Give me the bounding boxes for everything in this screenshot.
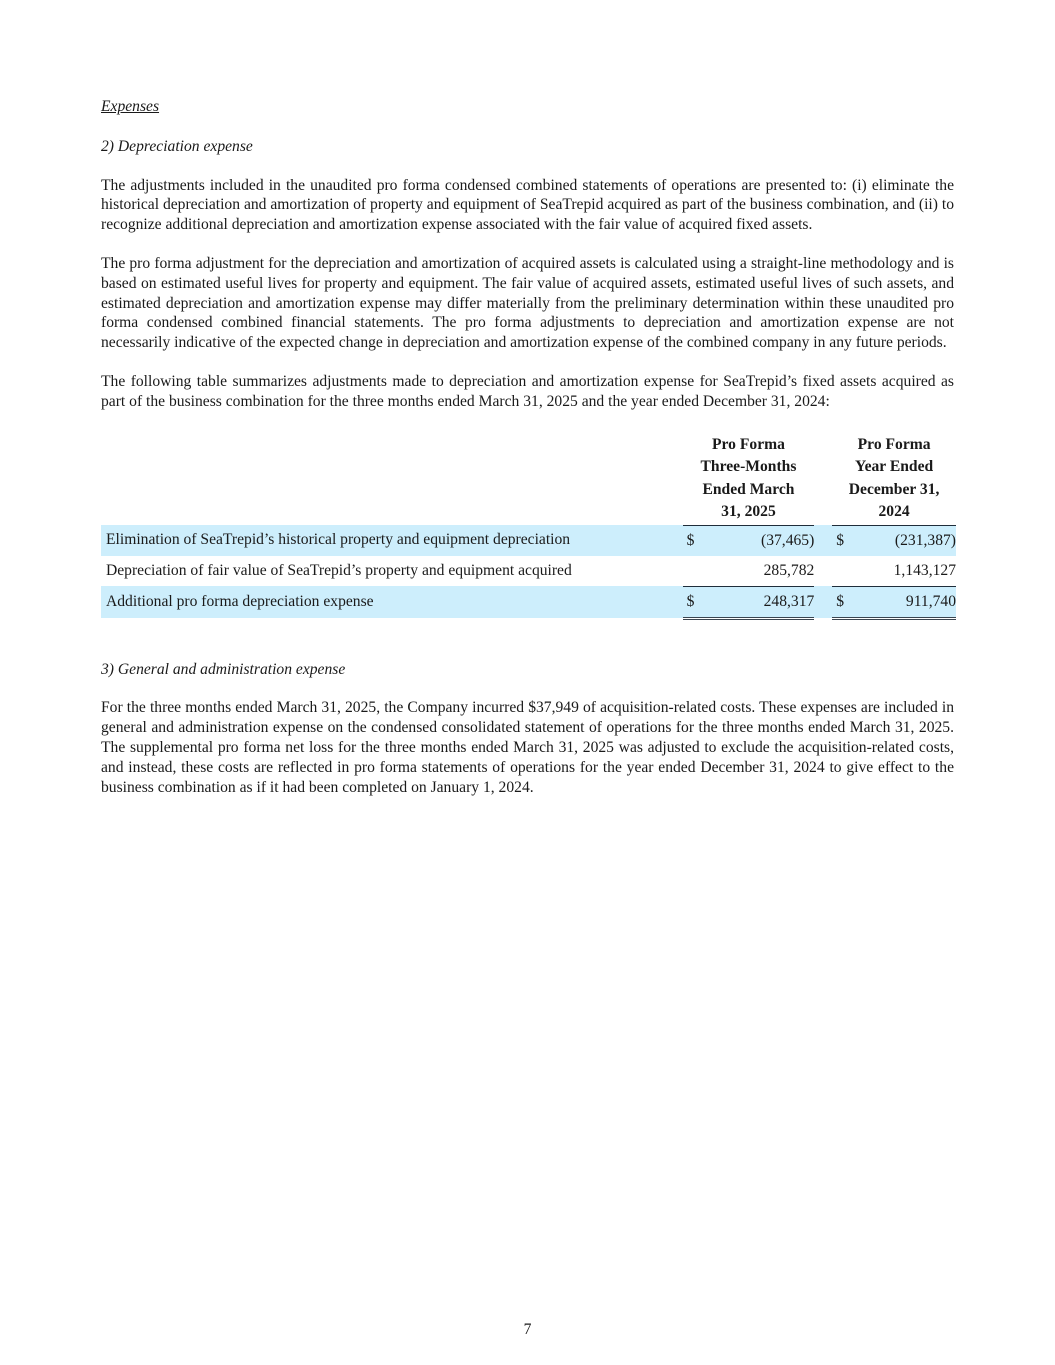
table-header-row: [101, 434, 956, 526]
section-title-expenses: Expenses: [101, 98, 160, 115]
currency-symbol: $: [683, 586, 707, 618]
general-admin-heading: 3) General and administration expense: [101, 660, 346, 678]
header-line: 31, 2025: [721, 503, 776, 521]
depreciation-adjustments-table: [101, 434, 956, 620]
value-three-months: (37,465): [707, 525, 815, 556]
general-admin-paragraph: For the three months ended March 31, 2025, the Company incurred $37,949 of acquisition-related costs. These expenses are included in general and administration expense on the condensed consolidated statement of operations for the three months ended March 31, 2025. The supplemental pro forma net loss for the three months ended March 31, 2025 was adjusted to exclude the acquisition-related costs, and instead, these costs are reflected in pro forma statements of operations for the year ended December 31, 2024 to give effect to the business combination as if it had been completed on January 1, 2024.: [101, 699, 954, 796]
table-row-elimination: [101, 525, 956, 556]
header-label-blank: [101, 434, 683, 526]
row-label: Depreciation of fair value of SeaTrepid’s property and equipment acquired: [106, 561, 572, 579]
value-year-ended: 1,143,127: [893, 561, 956, 579]
column-header-three-months: [683, 434, 815, 526]
header-line: Year Ended: [855, 458, 934, 476]
header-line: Three-Months: [700, 458, 797, 476]
column-gap: [814, 556, 832, 587]
total-three-months: 248,317: [707, 586, 815, 618]
header-line: 2024: [878, 503, 910, 521]
header-line: Pro Forma: [712, 435, 785, 453]
header-gap: [814, 434, 832, 526]
total-year-ended: 911,740: [856, 586, 956, 618]
value-year-ended: (231,387): [856, 525, 956, 556]
table-row-total: [101, 586, 956, 618]
depreciation-heading: 2) Depreciation expense: [101, 137, 253, 155]
column-gap: [814, 525, 832, 556]
depreciation-paragraph-2: The pro forma adjustment for the depreciation and amortization of acquired assets is calculated using a straight-line methodology and is based on estimated useful lives for property and equipment. The fair value of acquired assets, estimated useful lives of such assets, and estimated depreciation and amortization expense may differ materially from the preliminary determination within these unaudited pro forma condensed combined financial statements. The pro forma adjustments to depreciation and amortization expense are not necessarily indicative of the expected change in depreciation and amortization expense of the combined company in any future periods.: [101, 254, 954, 352]
column-header-year-ended: [832, 434, 956, 526]
value-three-months: 285,782: [763, 561, 815, 579]
currency-symbol: $: [832, 586, 856, 618]
document-page: [101, 97, 954, 816]
currency-symbol: [683, 556, 707, 587]
depreciation-paragraph-3: The following table summarizes adjustments made to depreciation and amortization expense for SeaTrepid’s fixed assets acquired as part of the business combination for the three months ended March 31, 2025 and the year ended December 31, 2024:: [101, 372, 954, 410]
header-line: December 31,: [848, 480, 940, 498]
column-gap: [814, 586, 832, 618]
depreciation-paragraph-1: The adjustments included in the unaudited pro forma condensed combined statements of operations are presented to: (i) eliminate the historical depreciation and amortization of property and equipment of SeaTrepid acquired as part of the business combination, and (ii) to recognize additional depreciation and amortization expense associated with the fair value of acquired fixed assets.: [101, 176, 954, 234]
currency-symbol: $: [683, 525, 707, 556]
row-label: Additional pro forma depreciation expense: [101, 586, 683, 618]
header-line: Pro Forma: [857, 435, 931, 453]
row-label: Elimination of SeaTrepid’s historical property and equipment depreciation: [101, 525, 683, 556]
currency-symbol: $: [832, 525, 856, 556]
currency-symbol: [832, 556, 856, 587]
page-number: 7: [523, 1321, 532, 1338]
table-row-fair-value-depreciation: [101, 556, 956, 587]
header-line: Ended March: [702, 480, 795, 498]
section-spacer: [101, 620, 954, 660]
